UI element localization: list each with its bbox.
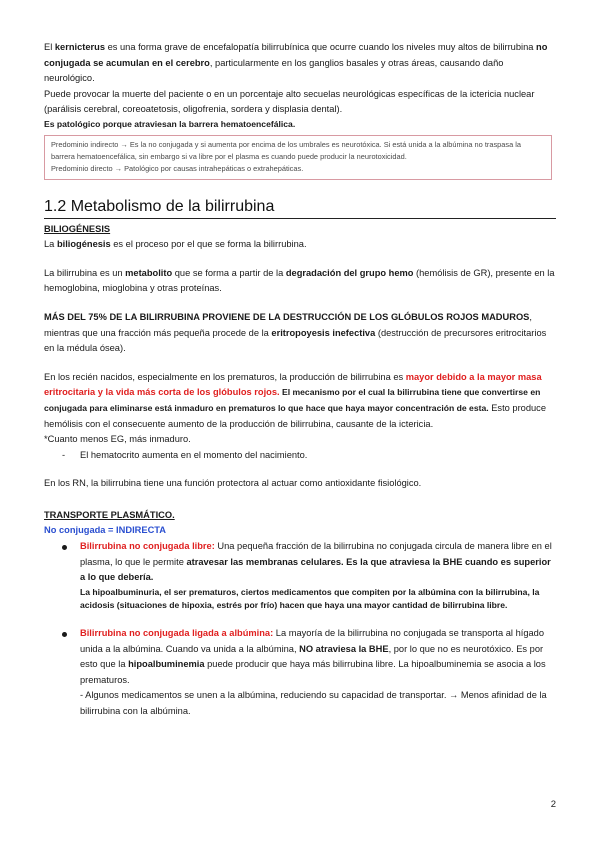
- kernicterus-term: kernicterus: [54, 42, 105, 52]
- text-run: El: [44, 42, 55, 52]
- bullet-albumin-bilirubin: Bilirrubina no conjugada ligada a albúmina: La mayoría de la bilirrubina no conjugada se transporta al hígado unida a la albúmina. Cuando va unida a la albúmina, NO atraviesa la BHE, por lo que no es neurotóxico. Es por esto que la hipoalbuminemia puede producir que haya más bilirrubina libre. La hipoalbuminemia se asocia a los prematuros. - Algunos medicamentos se unen a la albúmina, reduciendo su capacidad de transportar. → Menos afinidad de la bilirrubina con la albúmina.: [44, 626, 556, 720]
- page-number: 2: [550, 799, 556, 810]
- kernicterus-paragraph: [44, 40, 556, 87]
- text-run: es una forma grave de encefalopatía bilirrubínica que ocurre cuando los niveles muy altos de bilirrubina: [105, 42, 537, 52]
- biliogenesis-heading: BILIOGÉNESIS: [44, 223, 111, 234]
- metabolito-paragraph: La bilirrubina es un metabolito que se forma a partir de la degradación del grupo hemo (hemólisis de GR), presente en la hemoglobina, mioglobina y otras proteínas.: [44, 267, 555, 294]
- dash-marker: -: [62, 449, 66, 460]
- medication-note: - Algunos medicamentos se unen a la albúmina, reduciendo su capacidad de transportar. → Menos afinidad de la bilirrubina con la albúmina.: [80, 690, 547, 716]
- bullet-free-bilirubin: Bilirrubina no conjugada libre: Una pequeña fracción de la bilirrubina no conjugada circula de manera libre en el plasma, lo que le permite atravesar las membranas celulares. Es la que atraviesa la BHE cuando es superior a lo que debería. La hipoalbuminuria, el ser prematuros, ciertos medicamentos que compiten por la albúmina con la bilirrubina, la acidosis (situaciones de hipoxia, estrés por frío) hacen que haya una mayor cantidad de bilirrubina libre.: [44, 539, 556, 613]
- bullet-icon: [62, 632, 67, 637]
- text-run: , particularmente en los ganglios basales y otras áreas, causando daño neurológico.: [44, 57, 504, 84]
- pathologic-statement: Es patológico porque atraviesan la barrera hematoencefálica.: [44, 118, 296, 129]
- free-bilirubin-note: La hipoalbuminuria, el ser prematuros, ciertos medicamentos que compiten por la albúmina con la bilirrubina, la acidosis (situaciones de hipoxia, estrés por frío) hacen que haya una mayor cantidad de bilirrubina libre.: [80, 586, 540, 611]
- biliogenesis-definition: La biliogénesis es el proceso por el que se forma la bilirrubina.: [44, 239, 307, 250]
- red-highlight: mayor debido a la mayor masa eritrocitaria y la vida más corta de los glóbulos rojos.: [44, 371, 542, 398]
- newborn-paragraph: En los recién nacidos, especialmente en los prematuros, la producción de bilirrubina es mayor debido a la mayor masa eritrocitaria y la vida más corta de los glóbulos rojos. El mecanismo por el cual la bilirrubina tiene que convertirse en conjugada para eliminarse está inmaduro en prematuros lo que hace que haya mayor concentración de esta. Esto produce hemólisis con el consecuente aumento de la producción de bilirrubina, causante de la ictericia.: [44, 371, 547, 429]
- transport-list: [44, 539, 556, 720]
- page-content: [44, 40, 556, 720]
- note-indirect: Predominio indirecto → Es la no conjugada y si aumenta por encima de los umbrales es neurotóxica. Si está unida a la albúmina no traspasa la barrera hematoencefálica, sin embargo si va libre por el plasma es cuando puede producir la neurotoxicidad.: [51, 139, 521, 161]
- no-conjugada-subheading: No conjugada = INDIRECTA: [44, 525, 166, 536]
- origin-paragraph: MÁS DEL 75% DE LA BILIRRUBINA PROVIENE DE LA DESTRUCCIÓN DE LOS GLÓBULOS ROJOS MADUROS, mientras que una fracción más pequeña procede de la eritropoyesis inefectiva (destrucción de precursores eritrocitarios en la médula ósea).: [44, 311, 547, 354]
- bullet-icon: [62, 545, 67, 550]
- protective-paragraph: En los RN, la bilirrubina tiene una función protectora al actuar como antioxidante fisiológico.: [44, 478, 422, 489]
- transporte-heading: TRANSPORTE PLASMÁTICO.: [44, 509, 175, 520]
- note-direct: Predominio directo → Patológico por causas intrahepáticas o extrahepáticas.: [51, 163, 304, 173]
- section-title: 1.2 Metabolismo de la bilirrubina: [44, 197, 556, 219]
- hematocrito-item: - El hematocrito aumenta en el momento del nacimiento.: [44, 448, 556, 464]
- note-box: [44, 135, 552, 180]
- no-conjugada-emphasis: no conjugada se acumulan en el cerebro: [44, 42, 548, 68]
- consequences-paragraph: Puede provocar la muerte del paciente o en un porcentaje alto secuelas neurológicas específicas de la ictericia nuclear (parálisis cerebral, coreoatetosis, oligofrenia, sordera y displasia dental).: [44, 88, 535, 115]
- eg-note: *Cuanto menos EG, más inmaduro.: [44, 434, 191, 445]
